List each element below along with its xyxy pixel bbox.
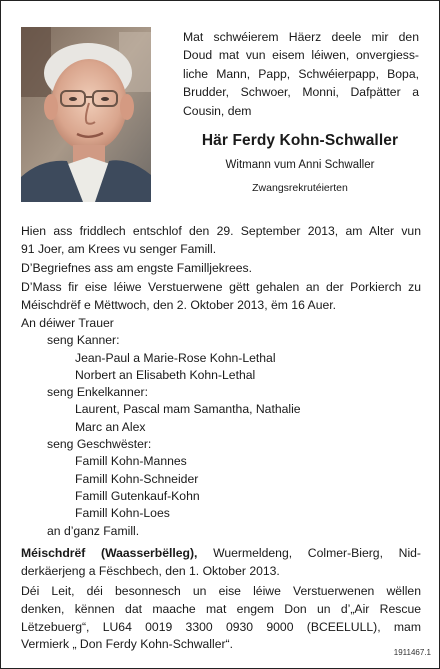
donation-note	[21, 583, 421, 654]
announcement-line: Hien ass friddlech entschlof den 29. September 2013, am Alter vun	[21, 224, 421, 238]
list-item: Famill Kohn-Loes	[75, 506, 170, 521]
status-line: Zwangsrekrutéierten	[252, 182, 348, 194]
mourners-heading: An déiwer Trauer	[21, 316, 114, 330]
siblings-label: seng Geschwëster:	[47, 437, 152, 452]
portrait-image	[21, 27, 151, 202]
mass-line: Méischdrëf e Mëttwoch, den 2. Oktober 2013, ëm 16 Auer.	[21, 297, 337, 312]
mass-info	[21, 279, 421, 315]
intro-line: Mat schwéierem Häerz deele mir den	[183, 30, 419, 44]
place-line	[21, 545, 421, 563]
intro-line: Doud mat vun eisem léiwen, onvergiess-	[183, 48, 419, 63]
intro-line: Brudder, Schwoer, Monni, Dafpätter a	[183, 85, 419, 100]
donation-line: Déi Leit, déi besonnesch un eise léiwe Verstuerwenen wëllen	[21, 584, 421, 598]
intro-text	[183, 28, 419, 120]
funeral-note	[21, 260, 421, 278]
children-label: seng Kanner:	[47, 333, 120, 348]
list-item: Marc an Alex	[75, 419, 146, 434]
donation-line: denken, kënnen dat maache mat engem Don un d’„Air Rescue	[21, 601, 421, 616]
list-item: Famill Gutenkauf-Kohn	[75, 488, 200, 503]
place-line: derkäerjeng a Fëschbech, den 1. Oktober 2013.	[21, 563, 280, 578]
mourners-list	[21, 315, 301, 540]
list-item: Laurent, Pascal mam Samantha, Nathalie	[75, 402, 301, 417]
intro-line: Cousin, dem	[183, 103, 252, 118]
deceased-name: Här Ferdy Kohn-Schwaller	[201, 132, 399, 149]
list-item: Famill Kohn-Mannes	[75, 454, 187, 469]
place-rest: Wuermeldeng, Colmer-Bierg, Nid-	[197, 546, 421, 560]
death-announcement	[21, 223, 421, 259]
place-name: Méischdrëf (Waasserbëlleg),	[21, 546, 198, 560]
donation-line: Lëtzebuerg“, LU64 0019 3300 0930 9000 (BCEELULL), mam	[21, 619, 421, 634]
portrait-photo	[21, 27, 151, 202]
mass-line: D’Mass fir eise léiwe Verstuerwene gëtt gehalen an der Porkierch zu	[21, 280, 421, 294]
place-date	[21, 545, 421, 581]
intro-line: liche Mann, Papp, Schwéierpapp, Bopa,	[183, 66, 419, 81]
list-item: Norbert an Elisabeth Kohn-Lethal	[75, 367, 256, 382]
widower-line: Witmann vum Anni Schwaller	[225, 159, 375, 171]
list-item: Famill Kohn-Schneider	[75, 471, 199, 486]
grandchildren-label: seng Enkelkanner:	[47, 385, 148, 400]
list-item: Jean-Paul a Marie-Rose Kohn-Lethal	[75, 350, 276, 365]
family-only-line: D’Begriefnes ass am engste Familljekrees.	[21, 261, 252, 275]
donation-line: Vermierk „ Don Ferdy Kohn-Schwaller“.	[21, 637, 233, 652]
announcement-line: 91 Joer, am Krees vu senger Famill.	[21, 241, 217, 256]
closing-line: an d’ganz Famill.	[47, 523, 140, 538]
reference-number: 1911467.1	[393, 648, 431, 657]
